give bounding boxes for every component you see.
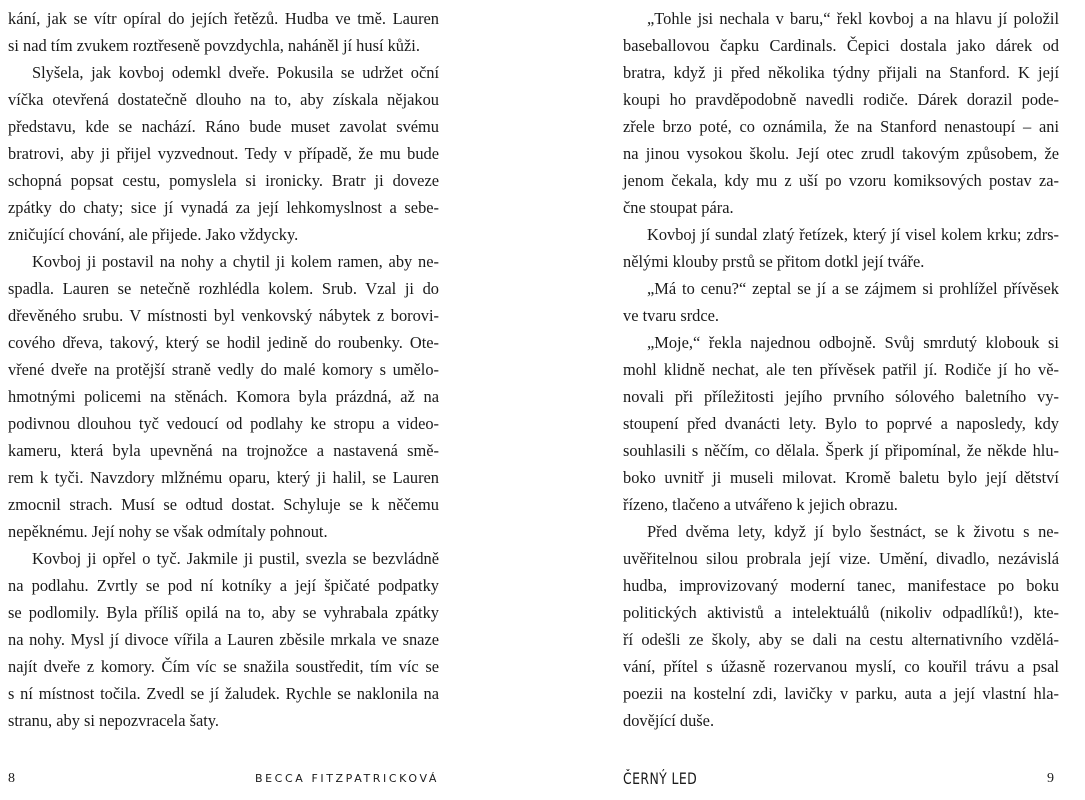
text-line: řízeno, tlačeno a utvářeno k jejich obrazu. — [623, 495, 898, 514]
text-line: Před dvěma lety, když jí bylo šestnáct, se k životu s ne- — [647, 522, 1059, 541]
text-line: na podlahu. Zvrtly se pod ní kotníky a její špičaté podpatky — [8, 576, 439, 595]
text-line: boko uvnitř ji museli milovat. Kromě baletu bylo její dětství — [623, 468, 1059, 487]
text-line: uvěřitelnou silou probrala její vize. Umění, divadlo, nezávislá — [623, 549, 1059, 568]
text-line: bratrovi, aby ji přijel vyzvednout. Tedy v případě, že mu bude — [8, 144, 439, 163]
text-line: rem k tyči. Navzdory mlžnému oparu, který ji halil, se Lauren — [8, 468, 439, 487]
text-line: stranu, aby si nepozvracela šaty. — [8, 711, 220, 730]
text-line: zničující chování, ale přijede. Jako vždycky. — [8, 225, 299, 244]
text-line: dřevěného srubu. V místnosti byl venkovský nábytek z borovi- — [8, 306, 439, 325]
text-line: vřené dveře na protější straně vedly do malé komory s umělo- — [8, 360, 439, 379]
text-line: ve tvaru srdce. — [623, 306, 720, 325]
text-line: ří odešli ze školy, aby se dali na cestu alternativního vzdělá- — [623, 630, 1059, 649]
text-line: s ní místnost točila. Zvedl se jí žaludek. Rychle se naklonila na — [8, 684, 439, 703]
text-line: politických aktivistů a intelektuálů (nikoliv odpadlíků!), kte- — [623, 603, 1059, 622]
text-line: „Moje,“ řekla najednou odbojně. Svůj smrdutý klobouk si — [647, 333, 1059, 352]
text-line: nepěknému. Její nohy se však odmítaly pohnout. — [8, 522, 328, 541]
text-line: novali při příležitosti jejího prvního sólového baletního vy- — [623, 387, 1059, 406]
text-line: zřele brzo poté, co oznámila, že na Stanford nenastoupí – ani — [623, 117, 1059, 136]
left-page-number: 8 — [8, 771, 15, 786]
text-line: schopná popsat cestu, pomyslela si ironicky. Bratr ji doveze — [8, 171, 439, 190]
running-head-author: BECCA FITZPATRICKOVÁ — [254, 772, 439, 785]
text-line: jenom čekala, kdy mu z uší po vzoru komiksových postav za- — [623, 171, 1059, 190]
text-line: hmotnými policemi na stěnách. Komora byla prázdná, až na — [8, 387, 439, 406]
text-line: „Tohle jsi nechala v baru,“ řekl kovboj a na hlavu jí položil — [647, 9, 1059, 28]
text-line: „Má to cenu?“ zeptal se jí a se zájmem si prohlížel přívěsek — [647, 279, 1059, 298]
text-line: souhlasili s něčím, co dělala. Šperk jí připomínal, že někde hlu- — [623, 441, 1059, 460]
text-line: víčka otevřená dostatečně dlouho na to, aby získala nějakou — [8, 90, 439, 109]
running-head-title: ČERNÝ LED — [623, 769, 698, 788]
text-line: Slyšela, jak kovboj odemkl dveře. Pokusila se udržet oční — [32, 63, 439, 82]
text-line: zpátky do chaty; sice jí vynadá za její lehkomyslnost a sebe- — [8, 198, 439, 217]
text-line: kameru, která byla upevněná na trojnožce a nastavená smě- — [8, 441, 439, 460]
text-line: představu, kde se nachází. Ráno bude muset zavolat svému — [8, 117, 439, 136]
text-line: čne stoupat pára. — [623, 198, 734, 217]
text-line: spadla. Lauren se netečně rozhlédla kolem. Srub. Vzal ji do — [8, 279, 439, 298]
text-line: Kovboj jí sundal zlatý řetízek, který jí visel kolem krku; zdrs- — [647, 225, 1059, 244]
text-line: zmocnil strach. Musí se odtud dostat. Schyluje se k něčemu — [8, 495, 439, 514]
right-page-body — [623, 5, 1059, 734]
text-line: podivnou dlouhou tyč vedoucí od podlahy ke stropu a video- — [8, 414, 439, 433]
text-line: se podlomily. Byla příliš opilá na to, aby se vyhrabala zpátky — [8, 603, 439, 622]
text-line: dovějící duše. — [623, 711, 715, 730]
text-line: cového dřeva, takový, který se hodil jedině do roubenky. Ote- — [8, 333, 439, 352]
text-line: na nohy. Mysl jí divoce vířila a Lauren zběsile mrkala ve snaze — [8, 630, 439, 649]
text-line: si nad tím zvukem roztřeseně povzdychla, naháněl jí husí kůži. — [8, 36, 420, 55]
text-line: nělými klouby prstů se přitom dotkl její tváře. — [623, 252, 925, 271]
text-line: mohl klidně nechat, ale ten přívěsek patřil jí. Rodiče jí ho vě- — [623, 360, 1059, 379]
text-line: poezii na kostelní zdi, lavičky v parku, auta a její vlastní hla- — [623, 684, 1059, 703]
text-line: kání, jak se vítr opíral do jejích řetězů. Hudba ve tmě. Lauren — [8, 9, 439, 28]
text-line: baseballovou čapku Cardinals. Čepici dostala jako dárek od — [623, 36, 1059, 55]
text-line: Kovboj ji opřel o tyč. Jakmile ji pustil, svezla se bezvládně — [32, 549, 439, 568]
text-line: na jinou vysokou školu. Její otec zrudl takovým způsobem, že — [623, 144, 1059, 163]
left-page-body — [8, 5, 439, 734]
text-line: hudba, improvizovaný moderní tanec, manifestace po boku — [623, 576, 1059, 595]
text-line: stoupení před dvanácti lety. Bylo to poprvé a naposledy, kdy — [623, 414, 1059, 433]
text-line: bratra, když ji před několika týdny přijali na Stanford. K její — [623, 63, 1059, 82]
text-line: koupi ho pravděpodobně navedli rodiče. Dárek dorazil pode- — [623, 90, 1059, 109]
right-page-number: 9 — [1047, 771, 1054, 786]
text-line: Kovboj ji postavil na nohy a chytil ji kolem ramen, aby ne- — [32, 252, 439, 271]
text-line: najít dveře z komory. Čím víc se snažila soustředit, tím víc se — [8, 657, 439, 676]
text-line: vání, přítel s úžasně rozervanou myslí, co kouřil trávu a psal — [623, 657, 1059, 676]
